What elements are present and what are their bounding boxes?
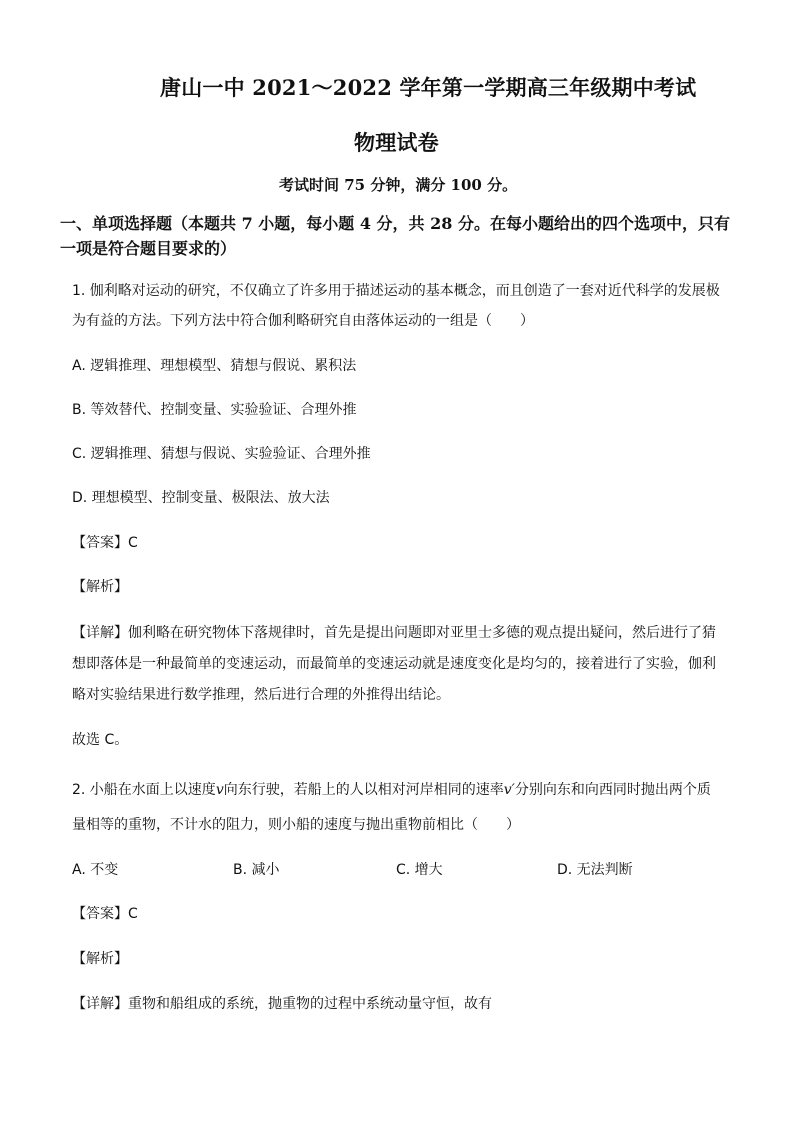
answer-tag: 【答案】 (72, 906, 128, 922)
variable-v-prime: v′ (503, 782, 515, 798)
q2-option-a: A. 不变 (72, 862, 119, 878)
detail-text: 伽利略在研究物体下落规律时，首先是提出问题即对亚里士多德的观点提出疑问，然后进行了猜 (128, 625, 716, 641)
section-heading-line2: 一项是符合题目要求的） (60, 239, 237, 258)
section-heading-line1: 一、单项选择题（本题共 7 小题，每小题 4 分，共 28 分。在每小题给出的四个选项中，只有 (60, 214, 730, 233)
q2-option-c: C. 增大 (396, 862, 443, 878)
q1-stem-line1: 1. 伽利略对运动的研究，不仅确立了许多用于描述运动的基本概念，而且创造了一套对近代科学的发展极 (72, 283, 720, 299)
q2-stem-part-c: 分别向东和向西同时抛出两个质 (514, 782, 711, 798)
q1-option-c: C. 逻辑推理、猜想与假说、实验验证、合理外推 (72, 446, 371, 462)
q2-detail-line1 (72, 993, 492, 1013)
q2-stem-part-b: 向东行驶，若船上的人以相对河岸相同的速率 (223, 782, 504, 798)
q1-option-d: D. 理想模型、控制变量、极限法、放大法 (72, 490, 330, 506)
q1-analysis-tag: 【解析】 (72, 579, 128, 595)
detail-tag: 【详解】 (72, 625, 128, 641)
q1-answer (72, 532, 138, 552)
subject-title: 物理试卷 (354, 130, 439, 155)
q2-answer (72, 903, 138, 923)
detail-tag: 【详解】 (72, 996, 128, 1012)
q1-conclusion: 故选 C。 (72, 732, 129, 748)
answer-value: C (128, 906, 138, 922)
answer-value: C (128, 535, 138, 551)
q2-option-d: D. 无法判断 (557, 862, 633, 878)
variable-v: v (215, 782, 224, 798)
answer-tag: 【答案】 (72, 535, 128, 551)
q2-option-b: B. 减小 (233, 862, 280, 878)
q1-detail-line3: 略对实验结果进行数学推理，然后进行合理的外推得出结论。 (72, 687, 450, 703)
q2-stem-line2: 量相等的重物，不计水的阻力，则小船的速度与抛出重物前相比（ ） (72, 817, 520, 833)
exam-info: 考试时间 75 分钟，满分 100 分。 (279, 176, 518, 194)
detail-text: 重物和船组成的系统，抛重物的过程中系统动量守恒，故有 (128, 996, 492, 1012)
q1-option-a: A. 逻辑推理、理想模型、猜想与假说、累积法 (72, 358, 357, 374)
q1-stem-line2: 为有益的方法。下列方法中符合伽利略研究自由落体运动的一组是（ ） (72, 313, 534, 329)
q2-analysis-tag: 【解析】 (72, 951, 128, 967)
exam-title: 唐山一中 2021～2022 学年第一学期高三年级期中考试 (160, 75, 697, 100)
q2-stem-line1 (72, 779, 711, 799)
q1-detail-line1 (72, 622, 716, 642)
q2-stem-part-a: 2. 小船在水面上以速度 (72, 782, 216, 798)
q1-detail-line2: 想即落体是一种最简单的变速运动，而最简单的变速运动就是速度变化是均匀的，接着进行了实验，伽利 (72, 656, 716, 672)
q1-option-b: B. 等效替代、控制变量、实验验证、合理外推 (72, 402, 357, 418)
